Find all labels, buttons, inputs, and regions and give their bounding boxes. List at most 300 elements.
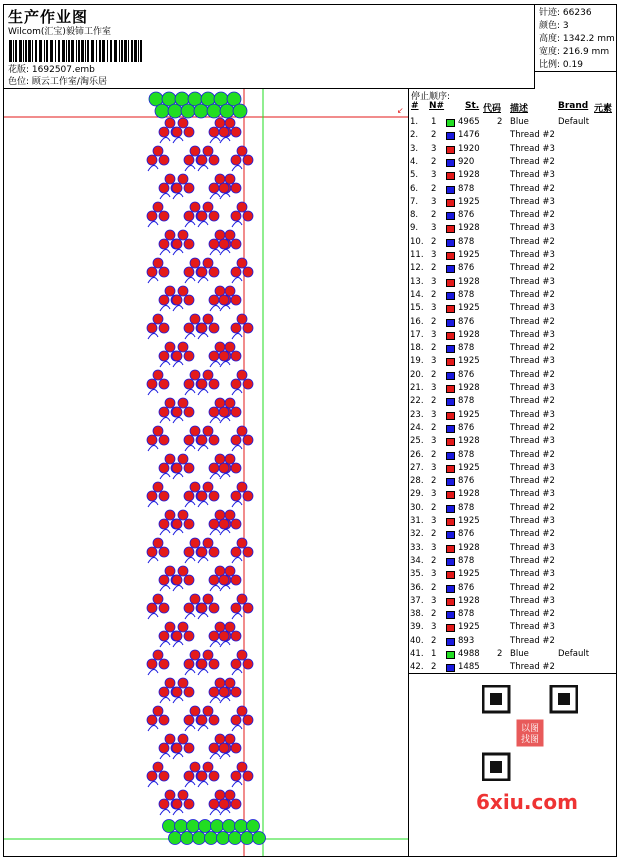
red-petal xyxy=(243,491,253,501)
table-row xyxy=(409,117,617,130)
red-petal xyxy=(209,687,219,697)
row-desc: Thread #2 xyxy=(510,449,555,460)
red-petal xyxy=(231,743,241,753)
spec-width: 宽度: 216.9 mm xyxy=(539,47,610,57)
stem-stroke xyxy=(160,585,170,591)
green-motif xyxy=(194,104,208,118)
row-stitches: 1925 xyxy=(458,409,480,420)
stem-stroke xyxy=(210,137,220,143)
row-stitches: 876 xyxy=(458,582,475,593)
row-desc: Blue xyxy=(510,117,529,127)
color-swatch xyxy=(446,412,455,420)
row-stitches: 1925 xyxy=(458,250,480,260)
stem-stroke xyxy=(160,697,170,703)
stem-stroke xyxy=(148,277,158,283)
red-petal xyxy=(219,127,229,137)
row-needle: 2 xyxy=(431,236,437,247)
red-petal xyxy=(184,771,194,781)
table-row xyxy=(409,303,617,316)
row-index: 16. xyxy=(410,316,424,327)
red-petal xyxy=(209,379,219,389)
red-petal xyxy=(184,239,194,249)
red-petal xyxy=(147,547,157,557)
row-index: 22. xyxy=(410,396,424,407)
red-petal xyxy=(153,650,163,660)
table-row xyxy=(409,489,617,502)
red-petal xyxy=(225,454,235,464)
stem-stroke xyxy=(232,613,242,619)
row-needle: 3 xyxy=(431,622,437,633)
red-petal xyxy=(159,351,169,361)
red-petal xyxy=(243,603,253,613)
red-petal xyxy=(225,566,235,576)
red-petal xyxy=(197,547,207,557)
row-needle: 3 xyxy=(431,542,437,553)
red-petal xyxy=(165,510,175,520)
color-swatch xyxy=(446,146,455,154)
col-header-stitches: St. xyxy=(465,101,480,111)
red-petal xyxy=(184,715,194,725)
red-petal xyxy=(165,118,175,128)
red-petal xyxy=(197,603,207,613)
row-stitches: 920 xyxy=(458,156,475,167)
red-petal xyxy=(197,379,207,389)
pattern-label: 花版: xyxy=(8,65,30,75)
row-index: 14. xyxy=(410,289,424,300)
row-stitches: 876 xyxy=(458,316,475,327)
row-needle: 2 xyxy=(431,662,437,673)
row-desc: Thread #2 xyxy=(510,396,555,407)
row-desc: Thread #3 xyxy=(510,436,555,447)
stem-stroke xyxy=(198,277,208,283)
color-swatch xyxy=(446,239,455,247)
color-swatch xyxy=(446,225,455,233)
stem-stroke xyxy=(220,529,230,535)
row-desc: Thread #2 xyxy=(510,156,555,167)
red-petal xyxy=(165,398,175,408)
red-petal xyxy=(231,295,241,305)
red-petal xyxy=(147,491,157,501)
green-motif xyxy=(199,820,212,833)
red-petal xyxy=(231,211,241,221)
red-petal xyxy=(231,491,241,501)
color-swatch xyxy=(446,319,455,327)
color-swatch xyxy=(446,505,455,513)
row-desc: Thread #2 xyxy=(510,236,555,247)
red-petal xyxy=(159,183,169,193)
row-desc: Thread #2 xyxy=(510,130,555,141)
stem-stroke xyxy=(160,641,170,647)
stem-stroke xyxy=(232,445,242,451)
red-petal xyxy=(231,463,241,473)
row-stitches: 1925 xyxy=(458,569,480,580)
row-desc: Thread #2 xyxy=(510,343,555,354)
row-needle: 3 xyxy=(431,250,437,260)
stem-stroke xyxy=(232,781,242,787)
red-petal xyxy=(178,454,188,464)
red-petal xyxy=(243,379,253,389)
color-swatch xyxy=(446,119,455,127)
green-motif xyxy=(175,820,188,833)
color-swatch xyxy=(446,491,455,499)
row-needle: 2 xyxy=(431,555,437,566)
color-swatch xyxy=(446,624,455,632)
color-swatch xyxy=(446,452,455,460)
red-petal xyxy=(231,799,241,809)
red-petal xyxy=(237,650,247,660)
row-stitches: 1928 xyxy=(458,542,480,553)
color-swatch xyxy=(446,611,455,619)
red-petal xyxy=(215,678,225,688)
col-header-index: # xyxy=(411,101,419,111)
red-petal xyxy=(172,743,182,753)
green-motif xyxy=(235,820,248,833)
color-swatch xyxy=(446,332,455,340)
stem-stroke xyxy=(160,809,170,815)
red-petal xyxy=(231,715,241,725)
row-needle: 3 xyxy=(431,356,437,367)
red-petal xyxy=(215,174,225,184)
stem-stroke xyxy=(185,389,195,395)
green-motif xyxy=(217,832,230,845)
row-desc: Thread #3 xyxy=(510,329,555,340)
red-petal xyxy=(209,351,219,361)
row-stitches: 1925 xyxy=(458,356,480,367)
row-desc: Thread #2 xyxy=(510,289,555,300)
color-swatch xyxy=(446,664,455,672)
red-petal xyxy=(215,286,225,296)
table-caption: 停止顺序: xyxy=(411,92,451,102)
red-petal xyxy=(231,771,241,781)
stem-stroke xyxy=(210,473,220,479)
stem-stroke xyxy=(220,585,230,591)
green-motif xyxy=(211,820,224,833)
table-row xyxy=(409,636,617,649)
row-needle: 2 xyxy=(431,343,437,354)
red-petal xyxy=(172,575,182,585)
red-petal xyxy=(153,762,163,772)
red-petal xyxy=(197,323,207,333)
red-petal xyxy=(209,547,219,557)
spec-colors: 颜色: 3 xyxy=(539,21,569,31)
row-index: 40. xyxy=(410,635,424,646)
color-swatch xyxy=(446,385,455,393)
row-needle: 3 xyxy=(431,489,437,500)
red-petal xyxy=(159,211,169,221)
red-petal xyxy=(215,118,225,128)
red-petal xyxy=(209,491,219,501)
table-row xyxy=(409,423,617,436)
colorpos-line xyxy=(8,74,107,87)
red-petal xyxy=(178,566,188,576)
row-stitches: 1928 xyxy=(458,489,480,500)
row-stitches: 1925 xyxy=(458,303,480,314)
red-petal xyxy=(219,519,229,529)
table-row xyxy=(409,250,617,263)
red-petal xyxy=(153,538,163,548)
row-needle: 2 xyxy=(431,289,437,300)
stem-stroke xyxy=(148,557,158,563)
red-petal xyxy=(219,239,229,249)
stem-stroke xyxy=(185,221,195,227)
red-petal xyxy=(197,267,207,277)
row-index: 26. xyxy=(410,449,424,460)
row-desc: Thread #3 xyxy=(510,356,555,367)
stem-stroke xyxy=(185,781,195,787)
row-stitches: 878 xyxy=(458,396,475,407)
red-petal xyxy=(215,454,225,464)
row-stitches: 1925 xyxy=(458,196,480,207)
red-petal xyxy=(197,211,207,221)
table-row xyxy=(409,649,617,662)
red-petal xyxy=(184,799,194,809)
row-stitches: 878 xyxy=(458,555,475,566)
table-row xyxy=(409,197,617,210)
stem-stroke xyxy=(198,725,208,731)
stem-stroke xyxy=(148,445,158,451)
red-petal xyxy=(215,622,225,632)
red-petal xyxy=(172,239,182,249)
red-petal xyxy=(172,183,182,193)
stem-stroke xyxy=(160,753,170,759)
red-petal xyxy=(237,482,247,492)
stem-stroke xyxy=(173,473,183,479)
row-needle: 3 xyxy=(431,516,437,526)
row-desc: Thread #3 xyxy=(510,542,555,553)
red-petal xyxy=(190,146,200,156)
stem-stroke xyxy=(220,417,230,423)
red-petal xyxy=(165,734,175,744)
red-petal xyxy=(215,510,225,520)
red-petal xyxy=(165,454,175,464)
red-petal xyxy=(209,407,219,417)
stem-stroke xyxy=(210,753,220,759)
red-petal xyxy=(203,538,213,548)
row-desc: Thread #2 xyxy=(510,210,555,221)
red-petal xyxy=(190,202,200,212)
red-petal xyxy=(159,743,169,753)
red-petal xyxy=(159,603,169,613)
red-petal xyxy=(178,398,188,408)
green-motif xyxy=(207,104,221,118)
row-stitches: 878 xyxy=(458,449,475,460)
red-petal xyxy=(190,426,200,436)
col-header-brand: Brand xyxy=(558,101,589,111)
green-motif xyxy=(233,104,247,118)
color-swatch xyxy=(446,292,455,300)
color-swatch xyxy=(446,398,455,406)
row-index: 36. xyxy=(410,582,424,593)
row-index: 42. xyxy=(410,662,424,673)
color-swatch xyxy=(446,585,455,593)
red-petal xyxy=(209,127,219,137)
row-index: 13. xyxy=(410,276,424,287)
red-petal xyxy=(237,426,247,436)
red-petal xyxy=(209,295,219,305)
row-needle: 3 xyxy=(431,595,437,606)
row-index: 35. xyxy=(410,569,424,580)
table-row xyxy=(409,569,617,582)
red-petal xyxy=(225,118,235,128)
stem-stroke xyxy=(198,669,208,675)
stem-stroke xyxy=(148,781,158,787)
stem-stroke xyxy=(220,137,230,143)
red-petal xyxy=(209,267,219,277)
red-petal xyxy=(184,575,194,585)
table-row xyxy=(409,144,617,157)
red-petal xyxy=(172,407,182,417)
row-needle: 2 xyxy=(431,422,437,433)
red-petal xyxy=(159,463,169,473)
row-index: 7. xyxy=(410,196,419,207)
stem-stroke xyxy=(148,725,158,731)
table-row xyxy=(409,609,617,622)
red-petal xyxy=(178,174,188,184)
row-index: 37. xyxy=(410,595,424,606)
red-petal xyxy=(190,314,200,324)
red-petal xyxy=(159,435,169,445)
stem-stroke xyxy=(185,333,195,339)
red-petal xyxy=(178,510,188,520)
red-petal xyxy=(178,230,188,240)
red-petal xyxy=(159,631,169,641)
stop-sequence-table xyxy=(409,89,617,674)
red-petal xyxy=(215,342,225,352)
stem-stroke xyxy=(220,641,230,647)
table-row xyxy=(409,237,617,250)
stem-stroke xyxy=(210,193,220,199)
red-petal xyxy=(172,631,182,641)
colorpos-label: 色位: xyxy=(8,77,30,87)
red-petal xyxy=(231,407,241,417)
row-needle: 2 xyxy=(431,316,437,327)
stem-stroke xyxy=(173,137,183,143)
row-desc: Thread #2 xyxy=(510,476,555,487)
red-petal xyxy=(190,482,200,492)
red-petal xyxy=(172,519,182,529)
red-petal xyxy=(153,594,163,604)
row-index: 38. xyxy=(410,609,424,620)
row-needle: 2 xyxy=(431,396,437,407)
red-petal xyxy=(231,183,241,193)
red-petal xyxy=(153,370,163,380)
specs-panel xyxy=(535,4,617,72)
red-petal xyxy=(197,659,207,669)
red-petal xyxy=(165,174,175,184)
guide-marker: ↙ xyxy=(397,106,404,115)
row-stitches: 878 xyxy=(458,236,475,247)
red-petal xyxy=(209,659,219,669)
green-motif xyxy=(155,104,169,118)
red-petal xyxy=(190,370,200,380)
red-petal xyxy=(225,398,235,408)
stem-stroke xyxy=(198,613,208,619)
stem-stroke xyxy=(210,641,220,647)
row-stitches: 878 xyxy=(458,289,475,300)
row-stitches: 1928 xyxy=(458,223,480,234)
red-petal xyxy=(190,258,200,268)
row-desc: Thread #2 xyxy=(510,369,555,380)
red-petal xyxy=(231,155,241,165)
stem-stroke xyxy=(185,613,195,619)
table-row xyxy=(409,436,617,449)
red-petal xyxy=(184,631,194,641)
row-desc: Blue xyxy=(510,649,529,659)
red-petal xyxy=(219,351,229,361)
red-petal xyxy=(184,295,194,305)
stem-stroke xyxy=(173,529,183,535)
row-stitches: 4988 xyxy=(458,649,480,659)
table-row xyxy=(409,556,617,569)
stem-stroke xyxy=(185,725,195,731)
red-petal xyxy=(215,790,225,800)
red-petal xyxy=(159,687,169,697)
red-petal xyxy=(147,715,157,725)
row-desc: Thread #2 xyxy=(510,502,555,513)
red-petal xyxy=(184,463,194,473)
red-petal xyxy=(231,659,241,669)
stem-stroke xyxy=(148,669,158,675)
red-petal xyxy=(237,146,247,156)
row-needle: 3 xyxy=(431,329,437,340)
page-title: 生产作业图 xyxy=(8,8,89,26)
row-index: 9. xyxy=(410,223,419,234)
red-petal xyxy=(190,538,200,548)
row-desc: Thread #2 xyxy=(510,609,555,620)
row-stitches: 1485 xyxy=(458,662,480,673)
table-row xyxy=(409,130,617,143)
col-header-needle: N# xyxy=(429,101,445,111)
red-petal xyxy=(159,659,169,669)
stem-stroke xyxy=(198,781,208,787)
stem-stroke xyxy=(220,697,230,703)
red-petal xyxy=(237,706,247,716)
green-motif xyxy=(169,832,182,845)
color-swatch xyxy=(446,571,455,579)
color-swatch xyxy=(446,199,455,207)
green-motif xyxy=(181,104,195,118)
stem-stroke xyxy=(210,697,220,703)
color-swatch xyxy=(446,345,455,353)
color-swatch xyxy=(446,305,455,313)
color-swatch xyxy=(446,252,455,260)
row-index: 3. xyxy=(410,143,419,154)
stem-stroke xyxy=(198,557,208,563)
stem-stroke xyxy=(173,809,183,815)
stem-stroke xyxy=(210,249,220,255)
stem-stroke xyxy=(185,165,195,171)
red-petal xyxy=(203,146,213,156)
table-row xyxy=(409,622,617,635)
stem-stroke xyxy=(210,809,220,815)
row-index: 15. xyxy=(410,303,424,314)
row-index: 33. xyxy=(410,542,424,553)
green-motif xyxy=(220,104,234,118)
row-desc: Thread #2 xyxy=(510,422,555,433)
green-motif xyxy=(253,832,266,845)
row-brand: Default xyxy=(558,649,590,659)
red-petal xyxy=(231,603,241,613)
row-desc: Thread #3 xyxy=(510,595,555,606)
red-petal xyxy=(190,594,200,604)
red-petal xyxy=(209,715,219,725)
red-petal xyxy=(225,174,235,184)
stem-stroke xyxy=(232,725,242,731)
stem-stroke xyxy=(148,221,158,227)
red-petal xyxy=(243,435,253,445)
spec-scale: 比例: 0.19 xyxy=(539,60,583,70)
col-header-code: 代码 xyxy=(483,104,502,114)
